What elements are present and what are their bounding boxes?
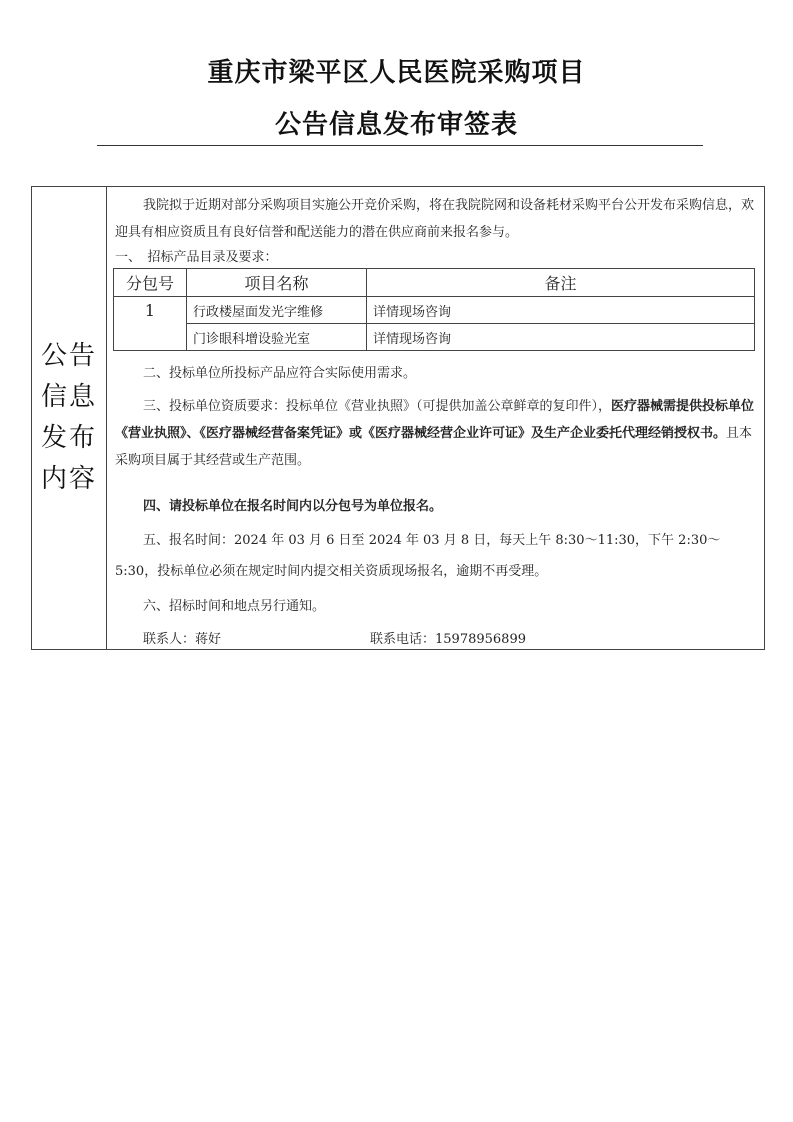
announcement-form <box>31 186 765 650</box>
project-note: 详情现场咨询 <box>367 324 755 351</box>
section-1-heading: 一、 招标产品目录及要求： <box>115 250 278 265</box>
announcement-content <box>107 187 764 649</box>
intro-paragraph: 我院拟于近期对部分采购项目实施公开竞价采购，将在我院院网和设备耗材采购平台公开发布采购信息，欢迎具有相应资质且有良好信誉和配送能力的潜在供应商前来报名参与。 <box>115 198 755 240</box>
document-subtitle: 公告信息发布审签表 <box>274 110 518 140</box>
table-row <box>114 297 755 324</box>
column-header: 项目名称 <box>187 269 367 297</box>
contact-person: 联系人：蒋好 <box>143 632 222 647</box>
section-4: 四、请投标单位在报名时间内以分包号为单位报名。 <box>143 499 443 514</box>
table-header-row <box>114 269 755 297</box>
section-3 <box>115 393 760 474</box>
project-name: 行政楼屋面发光字维修 <box>187 297 367 324</box>
product-table <box>113 268 755 351</box>
project-note: 详情现场咨询 <box>367 297 755 324</box>
document-title: 重庆市梁平区人民医院采购项目 <box>207 58 586 88</box>
package-number: 1 <box>114 297 187 351</box>
section-2: 二、投标单位所投标产品应符合实际使用需求。 <box>143 366 417 381</box>
section-5: 五、报名时间：2024 年 03 月 6 日至 2024 年 03 月 8 日，每天上午 8:30～11:30，下午 2:30～5:30，投标单位必须在规定时间内提交相关资质现场报名，逾期不再受理。 <box>115 533 721 579</box>
section-6: 六、招标时间和地点另行通知。 <box>143 599 326 614</box>
section-3-part-c: 且本采购项目属于其经营或生产范围。 <box>115 426 753 468</box>
side-label: 公告信息发布内容 <box>40 341 97 494</box>
contact-phone: 联系电话：15978956899 <box>370 632 526 647</box>
table-row <box>114 324 755 351</box>
column-header: 备注 <box>367 269 755 297</box>
section-3-part-b: 医疗器械需提供投标单位《营业执照》、《医疗器械经营备案凭证》或《医疗器械经营企业许可证》及生产企业委托代理经销授权书。 <box>115 399 755 441</box>
title-divider <box>97 145 703 146</box>
side-label-cell <box>32 187 106 649</box>
contact-line <box>143 628 526 647</box>
column-header: 分包号 <box>114 269 187 297</box>
project-name: 门诊眼科增设验光室 <box>187 324 367 351</box>
section-3-part-a: 三、投标单位资质要求：投标单位《营业执照》（可提供加盖公章鲜章的复印件）， <box>143 399 612 414</box>
